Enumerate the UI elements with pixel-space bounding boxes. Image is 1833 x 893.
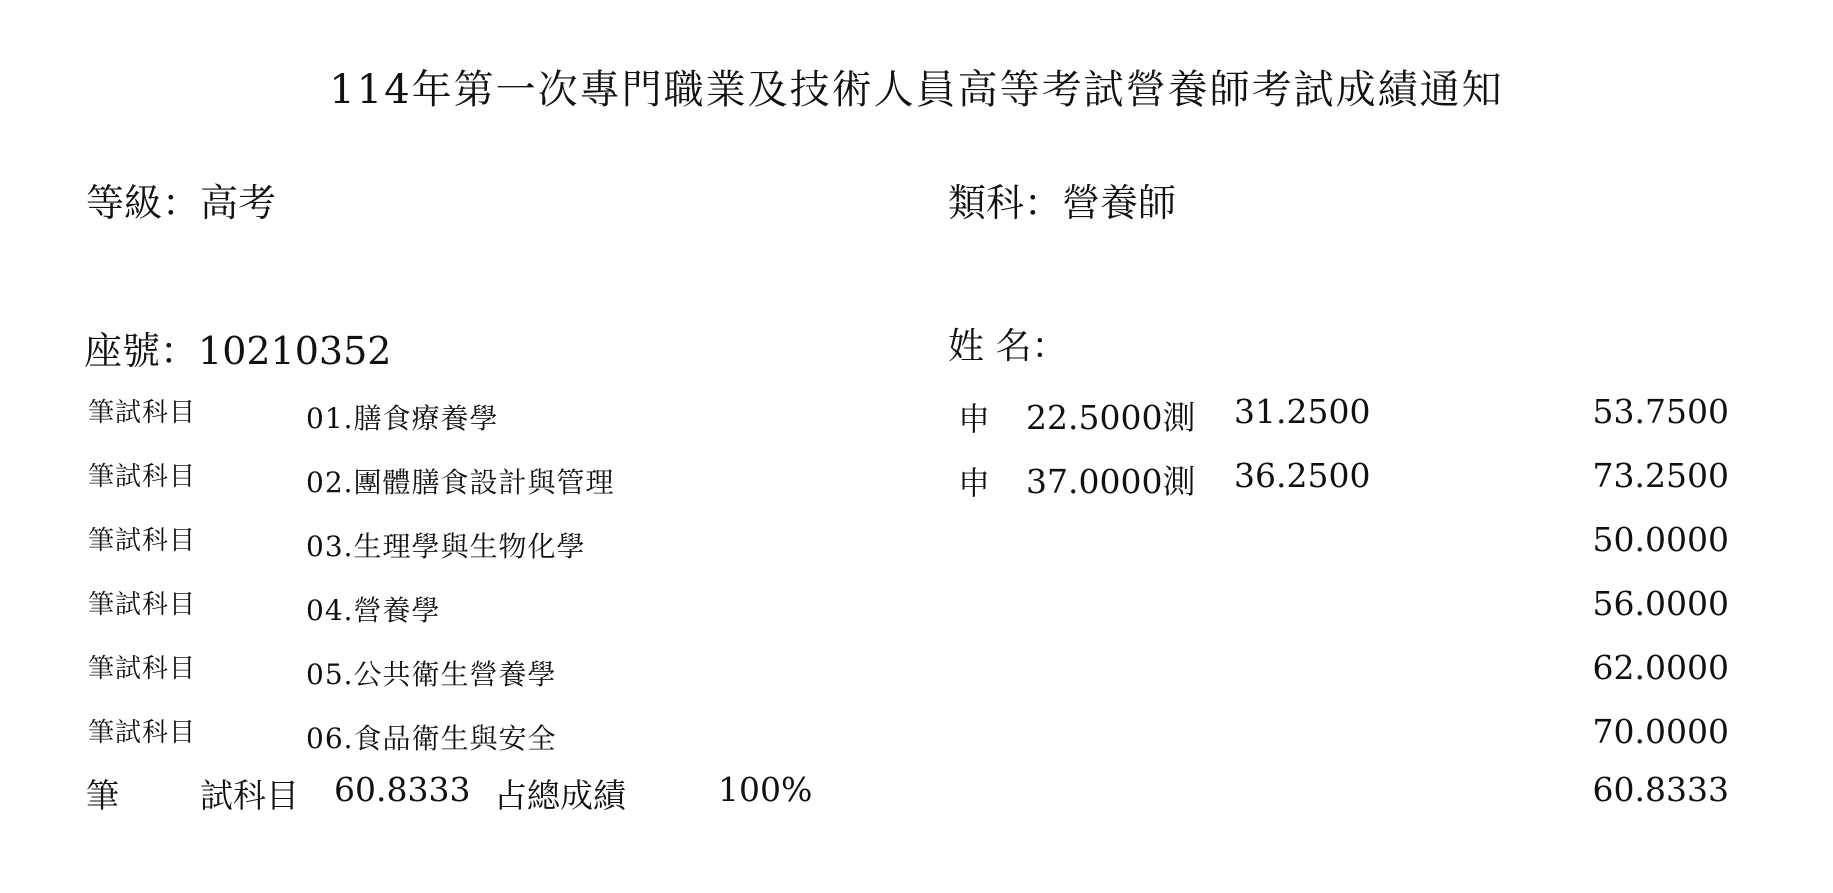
seat-field <box>84 320 391 375</box>
score-b: 31.2500 <box>1234 392 1371 431</box>
score-a <box>1026 456 1195 503</box>
application-mark: 申 <box>958 400 991 438</box>
subject-total: 70.0000 <box>1592 712 1729 751</box>
row-type-label: 筆試科目 <box>88 590 197 620</box>
subject-total: 73.2500 <box>1592 456 1729 495</box>
row-type-label: 筆試科目 <box>88 526 197 556</box>
name-field <box>948 318 1067 369</box>
seat-number: 10210352 <box>198 329 392 373</box>
summary-average: 60.8333 <box>334 770 471 809</box>
subject-name: 06.食品衛生與安全 <box>306 722 557 755</box>
seat-label: 座號： <box>84 329 199 373</box>
page-title: 114年第一次專門職業及技術人員高等考試營養師考試成績通知 <box>329 67 1504 113</box>
grade-field <box>86 172 276 227</box>
subject-name: 02.團體膳食設計與管理 <box>306 466 615 499</box>
test-mark: 測 <box>1162 398 1196 437</box>
grade-value: 高考 <box>200 181 277 225</box>
name-label: 姓 名： <box>948 326 1068 367</box>
score-a-value: 22.5000 <box>1026 398 1163 437</box>
summary-share-label: 占總成績 <box>494 776 626 815</box>
subject-total: 56.0000 <box>1592 584 1729 623</box>
test-mark: 測 <box>1162 462 1196 501</box>
summary-label: 試科目 <box>200 776 299 815</box>
subject-name: 03.生理學與生物化學 <box>306 530 586 563</box>
grade-label: 等級： <box>86 181 201 225</box>
subject-name: 04.營養學 <box>306 594 441 627</box>
subject-total: 62.0000 <box>1592 648 1729 687</box>
row-type-label: 筆試科目 <box>88 654 197 684</box>
category-label: 類科： <box>948 181 1063 225</box>
score-a <box>1026 392 1195 439</box>
category-value: 營養師 <box>1062 181 1177 225</box>
row-type-label: 筆試科目 <box>88 718 197 748</box>
subject-name: 05.公共衛生營養學 <box>306 658 557 691</box>
category-field <box>948 172 1176 227</box>
subject-total: 53.7500 <box>1592 392 1729 431</box>
summary-total: 60.8333 <box>1592 770 1729 809</box>
score-b: 36.2500 <box>1234 456 1371 495</box>
application-mark: 申 <box>958 464 991 502</box>
summary-char: 筆 <box>86 776 119 815</box>
row-type-label: 筆試科目 <box>88 462 197 492</box>
row-type-label: 筆試科目 <box>88 398 197 428</box>
score-a-value: 37.0000 <box>1026 462 1163 501</box>
subject-total: 50.0000 <box>1592 520 1729 559</box>
subject-name: 01.膳食療養學 <box>306 402 499 435</box>
summary-share: 100% <box>718 770 813 809</box>
